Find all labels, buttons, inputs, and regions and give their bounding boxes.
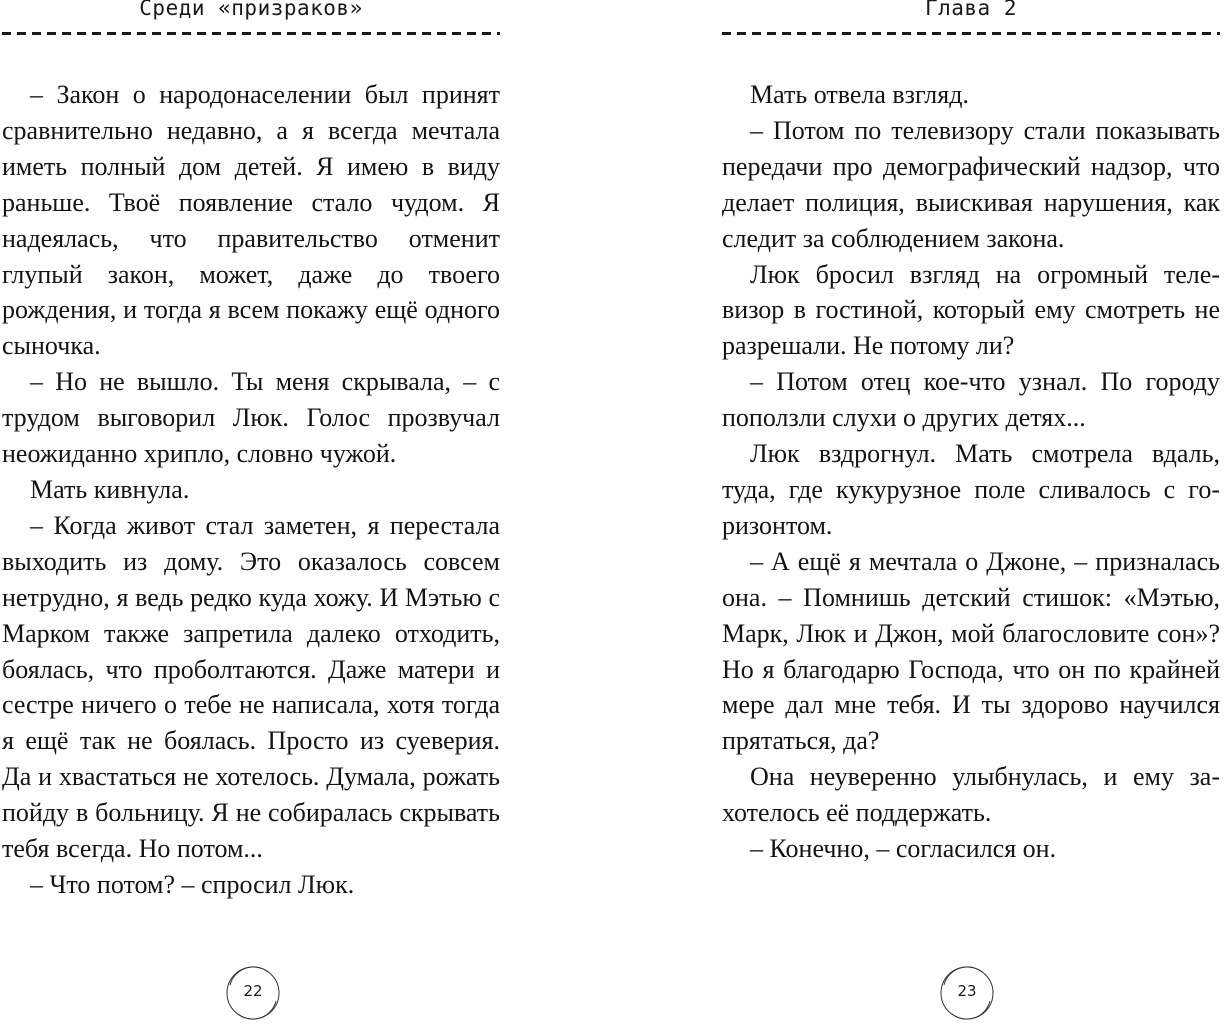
body-text xyxy=(722,77,1220,867)
paragraph: – Но не вышло. Ты меня скрывала, – с трудом выговорил Люк. Голос прозвучал неожиданно хрипло, словно чужой. xyxy=(2,367,500,469)
page-number-ornament xyxy=(938,964,996,1022)
body-text xyxy=(2,77,500,903)
paragraph: – Потом отец кое-что узнал. По городу поползли слухи о других детях... xyxy=(722,367,1220,433)
paragraph: Мать кивнула. xyxy=(30,474,190,504)
dashed-rule xyxy=(722,32,1220,35)
page-number: 22 xyxy=(243,982,263,1000)
right-page xyxy=(722,0,1220,1024)
paragraph: – Закон о народонаселении был принят сравнительно недавно, а я всегда мечтала иметь полный дом детей. Я имею в виду раньше. Твоё появление стало чудом. Я надеялась, что правительство отменит глупый закон, может, даже до твоего рождения, и тогда я всем покажу ещё одного сыночка. xyxy=(2,80,500,361)
page-number-ornament xyxy=(224,964,282,1022)
paragraph: Она неуверенно улыбнулась, и ему захотелось её поддержать. xyxy=(722,762,1220,828)
paragraph: – Конечно, – согласился он. xyxy=(750,834,1057,864)
paragraph: Люк вздрогнул. Мать смотрела вдаль, туда, где кукурузное поле сливалось с горизонтом. xyxy=(722,439,1220,540)
paragraph: Мать отвела взгляд. xyxy=(750,80,969,109)
left-page xyxy=(2,0,500,1024)
paragraph: – А ещё я мечтала о Джоне, – призналась она. – Помнишь детский стишок: «Мэтью, Марк, Люк и Джон, мой благословите сон»? Но я благодарю Господа, что он по крайней мере дал мне тебя. И ты здорово научился прятаться, да? xyxy=(722,546,1220,756)
running-head: Среди «призраков» xyxy=(139,0,363,20)
paragraph: – Что потом? – спросил Люк. xyxy=(30,869,355,899)
paragraph: – Когда живот стал заметен, я перестала выходить из дому. Это оказалось совсем нетрудно, я ведь редко куда хожу. И Мэтью с Марком также запретила далеко отходить, боялась, что проболтаются. Даже матери и сестре ничего о тебе не написала, хотя тогда я ещё так не боялась. Просто из суеверия. Да и хвастаться не хотелось. Думала, рожать пойду в больницу. Я не собиралась скрывать тебя всегда. Но потом... xyxy=(2,510,500,864)
dashed-rule xyxy=(2,32,500,35)
paragraph: – Потом по телевизору стали показывать передачи про демографический надзор, что делает полиция, выискивая нарушения, как следит за соблюдением закона. xyxy=(722,115,1220,253)
running-head: Глава 2 xyxy=(924,0,1017,20)
paragraph: Люк бросил взгляд на огромный телевизор в гостиной, который ему смотреть не разрешали. Не потому ли? xyxy=(722,259,1220,361)
page-number: 23 xyxy=(957,982,977,1000)
